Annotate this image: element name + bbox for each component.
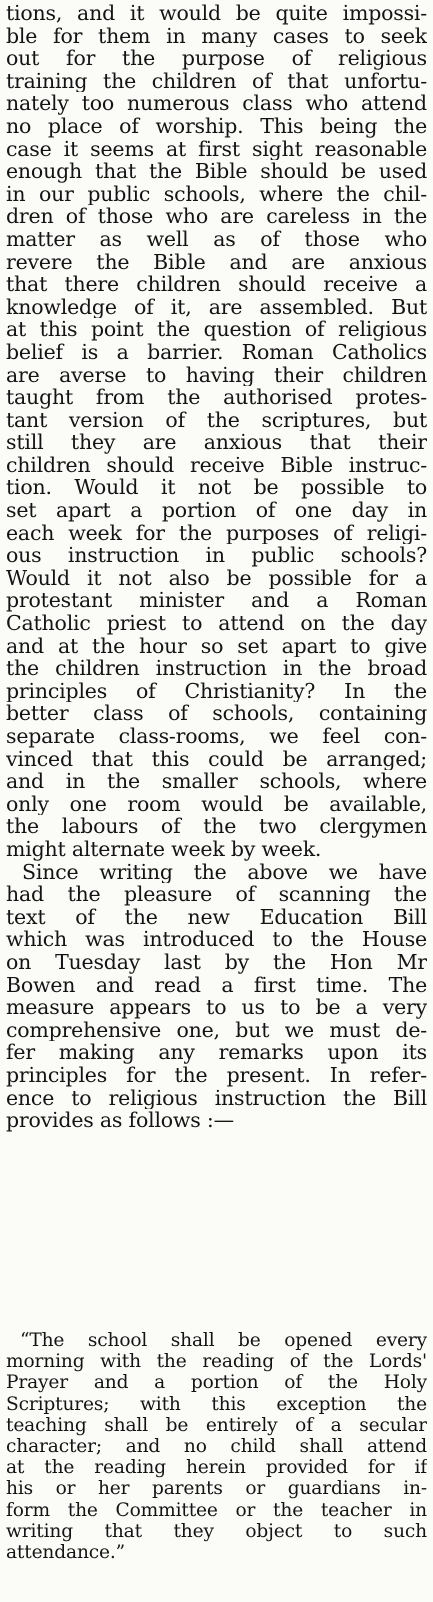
quote-line: teaching shall be entirely of a secular xyxy=(6,1414,427,1436)
text-line: only one room would be available, xyxy=(6,792,427,816)
text-line: principles of Christianity? In the xyxy=(6,679,427,703)
quote-line: morning with the reading of the Lords' xyxy=(6,1351,427,1373)
text-line: better class of schools, containing xyxy=(6,702,427,725)
text-line: on Tuesday last by the Hon Mr xyxy=(6,950,427,974)
text-line: in our public schools, where the chil- xyxy=(6,182,427,206)
text-line: principles for the present. In refer- xyxy=(6,1063,427,1087)
text-line: revere the Bible and are anxious xyxy=(6,250,427,274)
quote-line: attendance.” xyxy=(6,1542,126,1564)
text-line: knowledge of it, are assembled. But xyxy=(6,295,427,319)
text-line: protestant minister and a Roman xyxy=(6,589,427,613)
text-line: tions, and it would be quite impossi- xyxy=(6,2,427,25)
paragraph-religious-instruction xyxy=(6,2,427,861)
text-line: still they are anxious that their xyxy=(6,431,427,454)
text-line: no place of worship. This being the xyxy=(6,114,427,138)
text-line: tant version of the scriptures, but xyxy=(6,408,427,432)
text-line: matter as well as of those who xyxy=(6,227,427,251)
text-line: vinced that this could be arranged; xyxy=(6,747,427,771)
text-line: ence to religious instruction the Bill xyxy=(6,1086,427,1110)
text-line: comprehensive one, but we must de- xyxy=(6,1018,427,1042)
text-line: separate class-rooms, we feel con- xyxy=(6,725,427,748)
text-line: might alternate week by week. xyxy=(6,837,322,861)
text-line: Would it not also be possible for a xyxy=(6,566,427,590)
text-line: case it seems at first sight reasonable xyxy=(6,137,427,161)
quote-line: Prayer and a portion of the Holy xyxy=(6,1372,427,1394)
text-line: children should receive Bible instruc- xyxy=(6,453,427,477)
article-column xyxy=(6,2,427,1132)
text-line: had the pleasure of scanning the xyxy=(6,883,427,906)
text-line: tion. Would it not be possible to xyxy=(6,476,427,500)
text-line: dren of those who are careless in the xyxy=(6,205,427,228)
text-line: Catholic priest to attend on the day xyxy=(6,612,427,635)
bill-quotation xyxy=(6,1330,427,1563)
text-line: set apart a portion of one day in xyxy=(6,499,427,522)
text-line: fer making any remarks upon its xyxy=(6,1041,427,1064)
text-line: out for the purpose of religious xyxy=(6,47,427,70)
text-line: at this point the question of religious xyxy=(6,318,427,341)
text-line: belief is a barrier. Roman Catholics xyxy=(6,340,427,364)
quote-line: his or her parents or guardians in- xyxy=(6,1478,427,1500)
text-line: nately too numerous class who attend xyxy=(6,92,427,115)
quote-line: at the reading herein provided for if xyxy=(6,1457,427,1479)
paragraph-education-bill xyxy=(6,861,427,1132)
text-line: and in the smaller schools, where xyxy=(6,770,427,793)
text-line: enough that the Bible should be used xyxy=(6,160,427,183)
text-line: Bowen and read a first time. The xyxy=(6,973,427,997)
text-line: Since writing the above we have xyxy=(22,860,427,884)
text-line: ous instruction in public schools? xyxy=(6,544,427,567)
text-line: which was introduced to the House xyxy=(6,928,427,951)
quote-line: writing that they object to such xyxy=(6,1520,427,1542)
text-line: are averse to having their children xyxy=(6,363,427,387)
text-line: provides as follows :— xyxy=(6,1109,234,1132)
text-line: the labours of the two clergymen xyxy=(6,815,427,838)
text-line: each week for the purposes of religi- xyxy=(6,521,427,545)
text-line: text of the new Education Bill xyxy=(6,905,427,929)
text-line: the children instruction in the broad xyxy=(6,657,427,680)
quote-line: character; and no child shall attend xyxy=(6,1436,427,1458)
text-line: that there children should receive a xyxy=(6,273,427,296)
quote-line: Scriptures; with this exception the xyxy=(6,1393,427,1415)
text-line: taught from the authorised protes- xyxy=(6,386,427,409)
quote-line: “The school shall be opened every xyxy=(20,1330,427,1351)
text-line: measure appears to us to be a very xyxy=(6,996,427,1019)
text-line: ble for them in many cases to seek xyxy=(6,24,427,48)
quote-line: form the Committee or the teacher in xyxy=(6,1499,427,1521)
text-line: and at the hour so set apart to give xyxy=(6,634,427,658)
text-line: training the children of that unfortu- xyxy=(6,69,427,93)
